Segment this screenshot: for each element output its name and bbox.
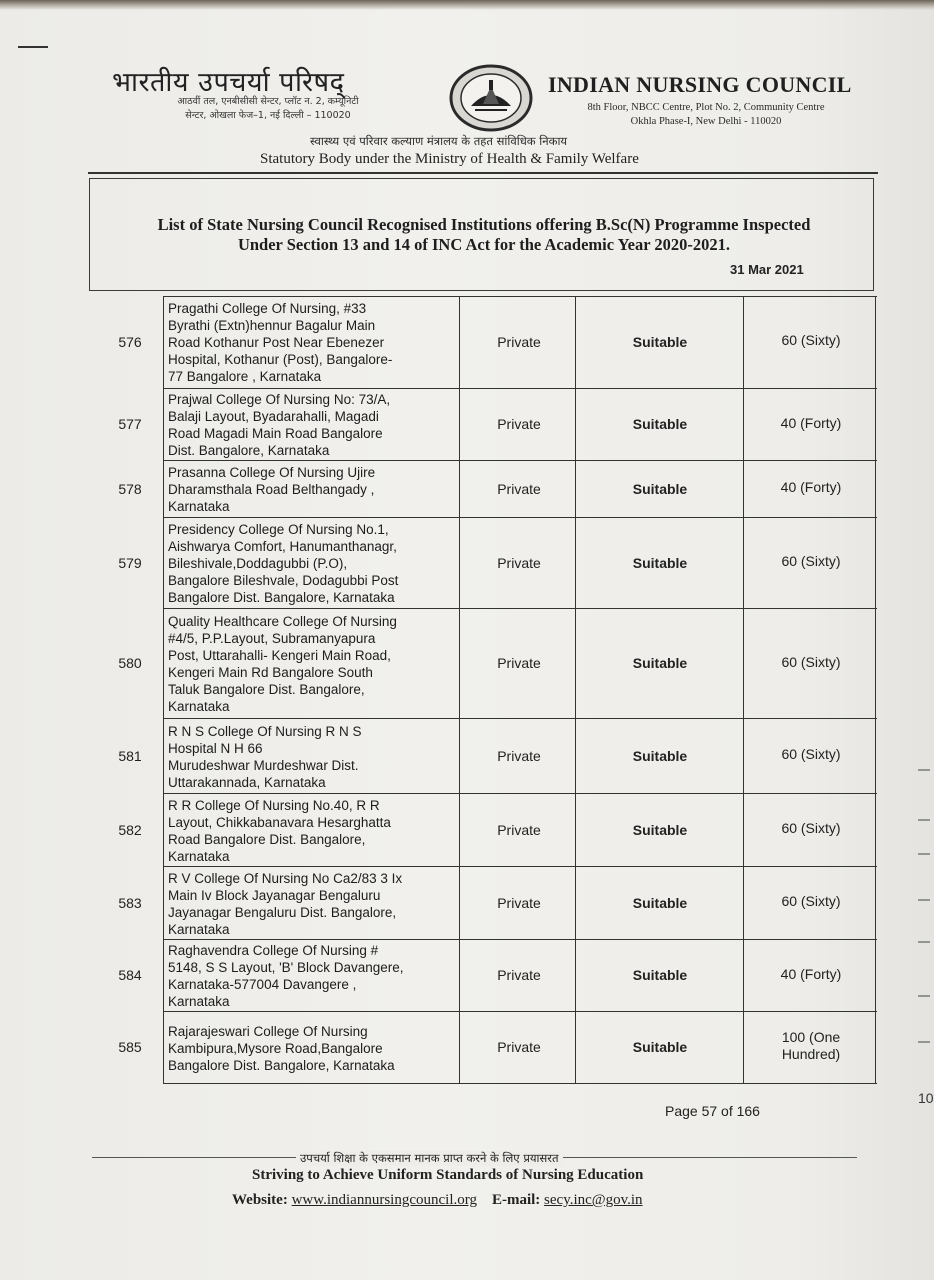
management-cell: Private [497,554,541,571]
document-title [94,215,874,255]
table-row [97,296,877,389]
institution-cell: Presidency College Of Nursing No.1, Aishwarya Comfort, Hanumanthanagr, Bileshivale,Doddagubbi (P.O), Bangalore Bileshvale, Dodagubbi Post Bangalore Dist. Bangalore, Karnataka [168,522,399,605]
seats-cell: 60 (Sixty) [781,653,841,670]
status-cell: Suitable [632,554,688,571]
management-cell: Private [497,894,541,911]
institution-cell: Prajwal College Of Nursing No: 73/A, Balaji Layout, Byadarahalli, Magadi Road Magadi Main Road Bangalore Dist. Bangalore, Karnataka [168,392,391,458]
serial-number-cell: 585 [118,1039,142,1055]
institution-cell: Quality Healthcare College Of Nursing #4/5, P.P.Layout, Subramanyapura Post, Uttarahalli- Kengeri Main Road, Kengeri Main Rd Bangalore South Taluk Bangalore Dist. Bangalore, Karnataka [168,614,397,714]
management-cell: Private [497,416,541,432]
row-divider [163,1083,877,1084]
status-cell: Suitable [632,967,688,983]
address-line: Okhla Phase-I, New Delhi - 110020 [630,116,782,127]
serial-number-cell: 582 [118,821,142,838]
seats-cell: 60 (Sixty) [781,746,841,762]
management-cell: Private [497,1039,541,1055]
institution-cell: R V College Of Nursing No Ca2/83 3 Ix Main Iv Block Jayanagar Bengaluru Jayanagar Bengaluru Dist. Bangalore, Karnataka [168,870,403,937]
institution-cell: R R College Of Nursing No.40, R R Layout, Chikkabanavara Hesarghatta Road Bangalore Dist. Bangalore, Karnataka [168,797,391,864]
management-cell: Private [497,821,541,838]
serial-number-cell: 578 [118,480,142,497]
seats-cell: 40 (Forty) [780,414,842,431]
table-row [97,389,877,461]
institution-cell: Raghavendra College Of Nursing # 5148, S S Layout, 'B' Block Davangere, Karnataka-577004 Davangere , Karnataka [168,943,404,1009]
hindi-council-name: भारतीय उपचर्या परिषद् [112,67,345,98]
page-number: Page 57 of 166 [665,1103,760,1119]
email-link[interactable]: secy.inc@gov.in [544,1192,643,1208]
page-edge-shadow [0,0,934,10]
hindi-address-line: आठवीं तल, एनबीसीसी सेन्टर, प्लॉट न. 2, कम्यूनिटी [177,96,359,107]
council-emblem-icon [447,64,535,132]
row-divider [163,296,877,297]
status-cell: Suitable [632,333,688,350]
management-cell: Private [497,747,541,764]
management-cell: Private [497,480,541,497]
next-page-edge-number: 10 [918,1090,934,1106]
status-cell: Suitable [632,416,688,432]
table-row [97,719,877,794]
next-page-edge-marks [904,760,934,1090]
hindi-motto: उपचर्या शिक्षा के एकसमान मानक प्राप्त करने के लिए प्रयासरत [296,1151,563,1166]
seats-cell: 40 (Forty) [780,965,842,982]
serial-number-cell: 579 [118,554,142,571]
seats-cell: 40 (Forty) [780,479,842,495]
table-row [97,518,877,609]
council-address [566,101,846,129]
document-date: 31 Mar 2021 [730,262,804,277]
institutions-table [97,296,877,1084]
serial-number-cell: 580 [118,655,142,671]
address-line: 8th Floor, NBCC Centre, Plot No. 2, Community Centre [587,102,825,113]
status-cell: Suitable [632,1039,688,1055]
institution-cell: Prasanna College Of Nursing Ujire Dharamsthala Road Belthangady , Karnataka [168,465,376,514]
title-line: List of State Nursing Council Recognised Institutions offering B.Sc(N) Programme Inspected [157,215,811,234]
serial-number-cell: 581 [118,747,142,764]
institution-cell: Rajarajeswari College Of Nursing Kambipura,Mysore Road,Bangalore Bangalore Dist. Bangalore, Karnataka [168,1023,395,1073]
title-line: Under Section 13 and 14 of INC Act for the Academic Year 2020-2021. [237,235,731,254]
website-link[interactable]: www.indiannursingcouncil.org [291,1192,477,1208]
serial-number-cell: 583 [118,894,142,911]
management-cell: Private [497,655,541,671]
seats-cell: 60 (Sixty) [781,553,841,569]
table-row [97,867,877,940]
status-cell: Suitable [632,821,688,838]
status-cell: Suitable [632,747,688,764]
seats-cell: 60 (Sixty) [781,332,841,348]
council-name: INDIAN NURSING COUNCIL [548,72,852,97]
management-cell: Private [497,333,541,350]
serial-number-cell: 576 [118,333,142,350]
table-row [97,1012,877,1084]
statutory-note: Statutory Body under the Ministry of Health & Family Welfare [260,151,639,167]
pen-mark [18,46,48,48]
hindi-address [118,95,418,123]
hindi-statutory-note: स्वास्थ्य एवं परिवार कल्याण मंत्रालय के तहत सांविधिक निकाय [310,134,568,148]
motto: Striving to Achieve Uniform Standards of Nursing Education [252,1167,644,1183]
serial-number-cell: 584 [118,967,142,983]
contact-line [232,1192,643,1209]
seats-cell: 100 (One Hundred) [781,1029,841,1062]
institution-cell: R N S College Of Nursing R N S Hospital N H 66 Murudeshwar Murdeshwar Dist. Uttarakannada, Karnataka [168,723,362,790]
table-row [97,461,877,518]
header-divider [88,172,878,174]
hindi-address-line: सेन्टर, ओखला फेज–1, नई दिल्ली – 110020 [185,110,351,121]
email-label: E-mail: [491,1192,541,1208]
seats-cell: 60 (Sixty) [781,893,841,909]
institution-cell: Pragathi College Of Nursing, #33 Byrathi (Extn)hennur Bagalur Main Road Kothanur Post Near Ebenezer Hospital, Kothanur (Post), Bangalore- 77 Bangalore , Karnataka [168,301,393,384]
table-row [97,940,877,1012]
table-row [97,609,877,719]
management-cell: Private [497,967,541,983]
seats-cell: 60 (Sixty) [781,820,841,836]
status-cell: Suitable [632,655,688,671]
status-cell: Suitable [632,894,688,911]
table-row [97,794,877,867]
status-cell: Suitable [632,480,688,497]
serial-number-cell: 577 [118,416,142,432]
website-label: Website: [232,1192,288,1208]
